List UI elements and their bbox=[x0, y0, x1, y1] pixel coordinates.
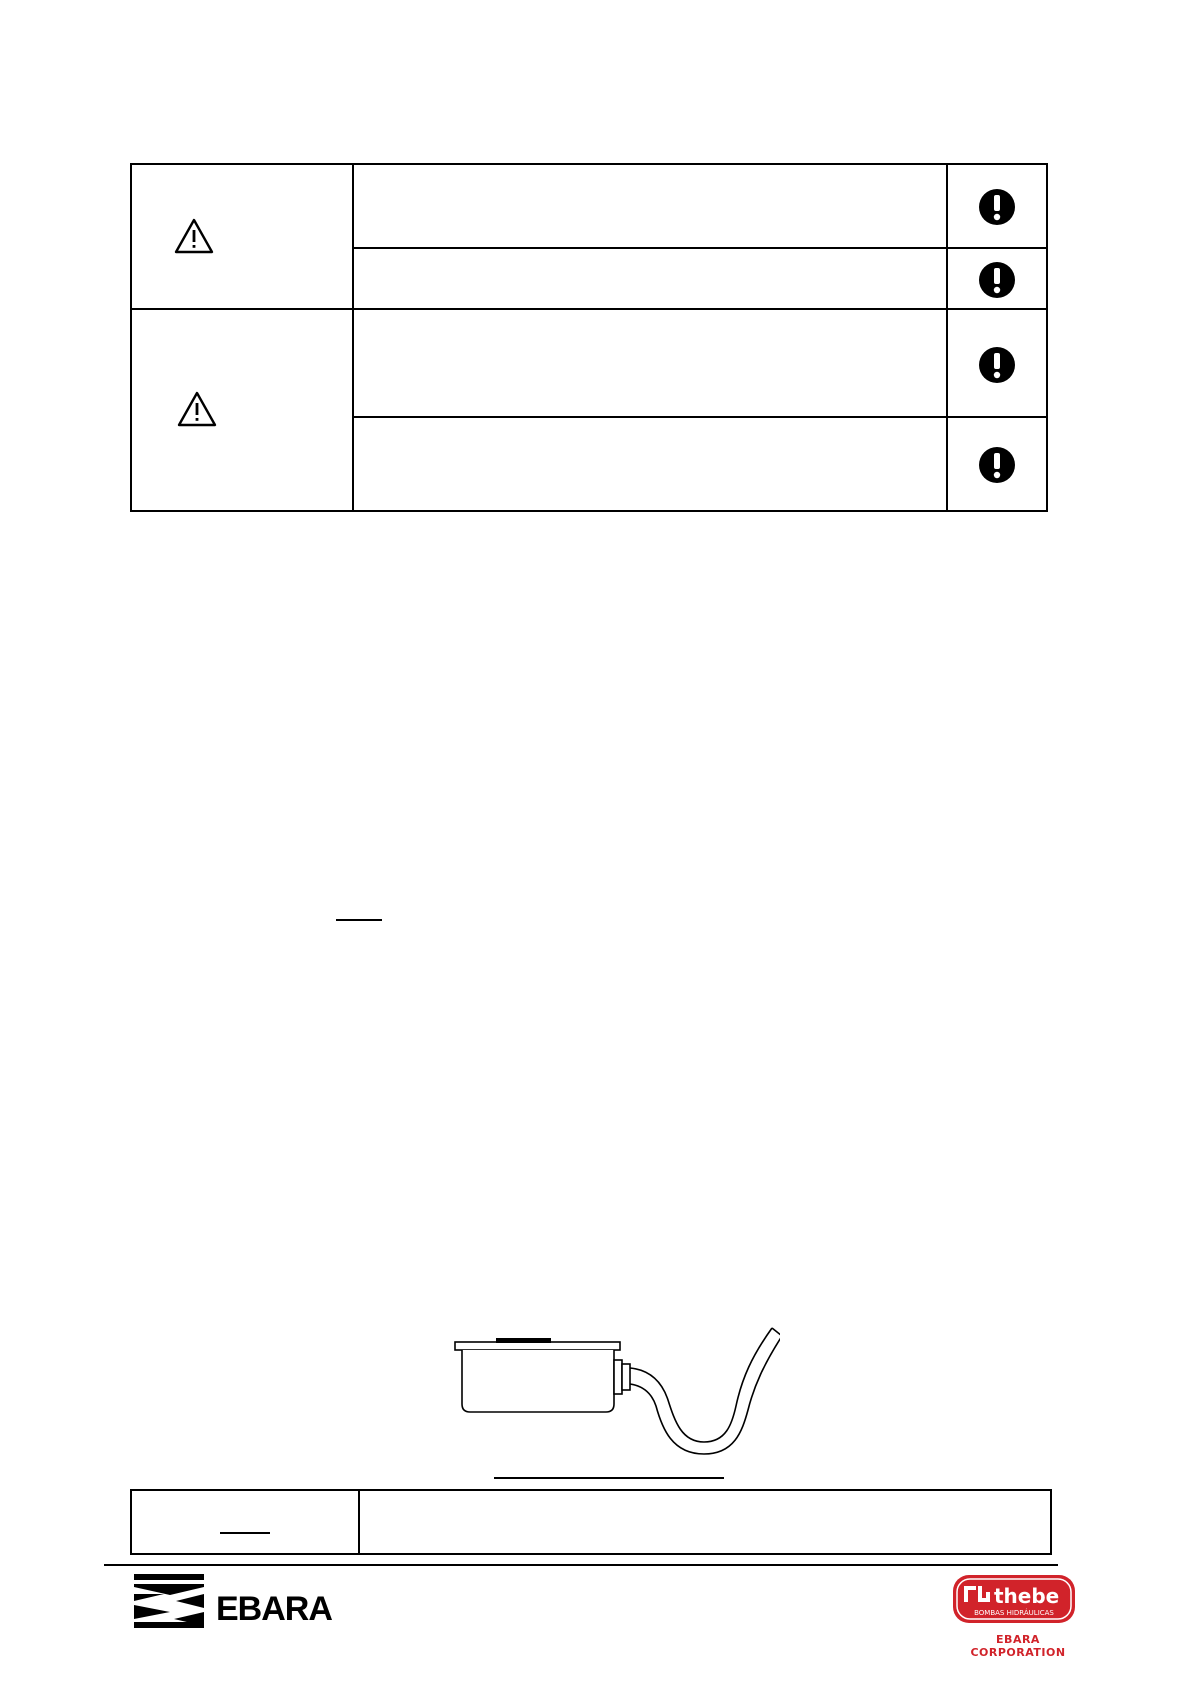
table-border-right bbox=[1046, 163, 1048, 512]
note-box-divider bbox=[358, 1489, 360, 1555]
note-label-underline bbox=[220, 1532, 270, 1534]
figure-caption-underline bbox=[494, 1477, 724, 1479]
table-text-cell bbox=[354, 310, 946, 416]
exclamation-circle-icon bbox=[978, 188, 1016, 226]
ebara-logo-text: EBARA bbox=[216, 1590, 332, 1628]
note-box-border-bottom bbox=[130, 1553, 1052, 1555]
table-text-cell bbox=[354, 165, 946, 247]
table-level-cell bbox=[132, 165, 352, 308]
float-switch-icon bbox=[450, 1318, 780, 1458]
footer-rule bbox=[104, 1564, 1058, 1566]
note-box-border-left bbox=[130, 1489, 132, 1555]
exclamation-circle-icon bbox=[978, 446, 1016, 484]
warning-triangle-icon bbox=[177, 390, 217, 428]
note-box-border-top bbox=[130, 1489, 1052, 1491]
ebara-logo bbox=[134, 1572, 334, 1630]
table-text-cell bbox=[354, 249, 946, 308]
table-text-cell bbox=[354, 418, 946, 510]
thebe-logo-text: thebe bbox=[994, 1584, 1060, 1608]
table-level-cell bbox=[132, 310, 352, 510]
table-border-bottom bbox=[130, 510, 1048, 512]
ebara-corporation-caption: EBARA CORPORATION bbox=[970, 1633, 1066, 1659]
exclamation-circle-icon bbox=[978, 261, 1016, 299]
note-box-border-right bbox=[1050, 1489, 1052, 1555]
exclamation-circle-icon bbox=[978, 346, 1016, 384]
table-column-divider bbox=[946, 163, 948, 512]
underline-mark bbox=[336, 919, 382, 921]
thebe-logo-subtext: BOMBAS HIDRÁULICAS bbox=[974, 1609, 1054, 1617]
warning-triangle-icon bbox=[174, 217, 214, 255]
